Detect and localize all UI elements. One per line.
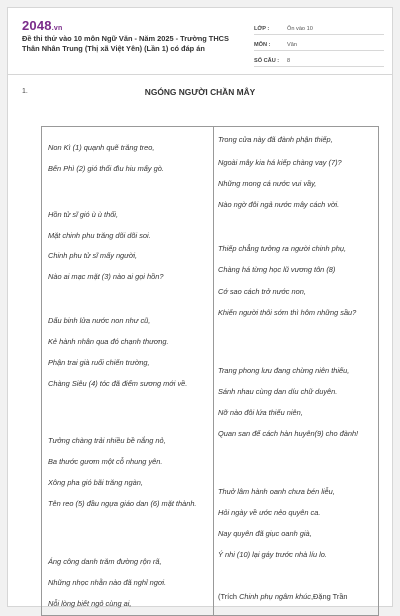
poem-line: Chàng há từng học lũ vương tôn (8) (218, 265, 336, 274)
poem-line: Hồn tử sĩ gió ù ù thổi, (48, 210, 119, 219)
poem-line: Non Kì (1) quạnh quẽ trăng treo, (48, 143, 155, 152)
page-header (8, 8, 392, 74)
poem-line: Cớ sao cách trở nước non, (218, 287, 306, 296)
poem-line: Áng công danh trăm đường rộn rã, (48, 557, 162, 566)
poem-line: Hỏi ngày về ước nẻo quyên ca. (218, 508, 321, 517)
citation-rest: ,Đặng Trần (310, 592, 348, 601)
poem-line: Nào ai mạc mặt (3) nào ai gọi hồn? (48, 272, 164, 281)
poem-line: Phận trai già ruổi chiến trường, (48, 358, 150, 367)
poem-line: Thuở lâm hành oanh chưa bén liễu, (218, 487, 335, 496)
citation-prefix: (Trích (218, 592, 240, 601)
header-divider (8, 74, 392, 75)
poem-line: Dấu binh lửa nước non như cũ, (48, 316, 151, 325)
poem-line: Xông pha gió bãi trăng ngàn, (48, 478, 143, 487)
poem-line: Quan san để cách hàn huyên(9) cho đành! (218, 429, 359, 438)
poem-title: NGÓNG NGƯỜI CHẦN MÂY (144, 87, 256, 97)
poem-line: Tưởng chàng trải nhiều bề nắng nỏ, (48, 436, 166, 445)
poem-line: Ý nhi (10) lại gáy trước nhà líu lo. (218, 550, 327, 559)
exam-title: Đề thi thử vào 10 môn Ngữ Văn - Năm 2025 - Trường THCS Thân Nhân Trung (Thị xã Việt Yên) (Lần 1) có đáp án (22, 34, 229, 53)
poem-line: Ba thước gươm một cỗ nhung yên. (48, 457, 163, 466)
poem-line: Trang phong lưu đang chừng niên thiếu, (218, 366, 350, 375)
citation-work: Chinh phụ ngâm khúc (239, 592, 311, 601)
meta-label: LỚP : (254, 26, 270, 32)
meta-label: SỐ CÂU : (254, 58, 280, 64)
poem-line: Tên reo (5) đầu ngựa giáo dan (6) mặt thành. (48, 499, 197, 508)
poem-line: Khiến người thôi sớm thì hôm những sầu? (218, 308, 357, 317)
meta-row-subject (254, 35, 384, 51)
meta-value: Văn (287, 42, 297, 48)
poem-line: Chinh phu tử sĩ mấy người, (48, 251, 138, 260)
poem-citation (218, 592, 376, 603)
meta-row-class (254, 19, 384, 35)
poem-line: Sánh nhau cùng dan díu chữ duyên. (218, 387, 338, 396)
question-number: 1. (22, 88, 28, 95)
meta-label: MÔN : (254, 42, 271, 48)
poem-line: Thiếp chẳng tưởng ra người chinh phụ, (218, 244, 347, 253)
poem-table (41, 126, 379, 616)
poem-line: Những mong cá nước vui vầy, (218, 179, 317, 188)
poem-line: Nay quyên đã giục oanh già, (218, 529, 312, 538)
logo-main: 2048 (22, 18, 52, 33)
document-page (7, 7, 393, 607)
poem-line: Chàng Siêu (4) tóc đã điểm sương mới về. (48, 379, 188, 388)
poem-line: Kẻ hành nhân qua đó chạnh thương. (48, 337, 169, 346)
poem-line: Nỡ nào đôi lứa thiếu niên, (218, 408, 303, 417)
column-divider (213, 127, 214, 615)
exam-meta (254, 19, 384, 67)
poem-line: Những nhọc nhằn nào đã nghỉ ngơi. (48, 578, 167, 587)
site-logo[interactable] (22, 18, 62, 33)
meta-value: 8 (287, 58, 291, 64)
poem-line: Ngoài mây kia há kiếp chàng vay (7)? (218, 158, 342, 167)
poem-line: Bến Phì (2) gió thổi đìu hiu mấy gò. (48, 164, 164, 173)
poem-line: Trong cửa này đã đành phận thiếp, (218, 135, 333, 144)
logo-suffix: .vn (51, 25, 63, 32)
poem-line: Nào ngờ đôi ngả nước mây cách vời. (218, 200, 340, 209)
poem-line: Mặt chinh phu trăng dõi dõi soi. (48, 231, 151, 240)
poem-line: Nỗi lòng biết ngỏ cùng ai, (48, 599, 132, 608)
meta-row-question-count (254, 51, 384, 67)
meta-value: Ôn vào 10 (287, 26, 313, 32)
